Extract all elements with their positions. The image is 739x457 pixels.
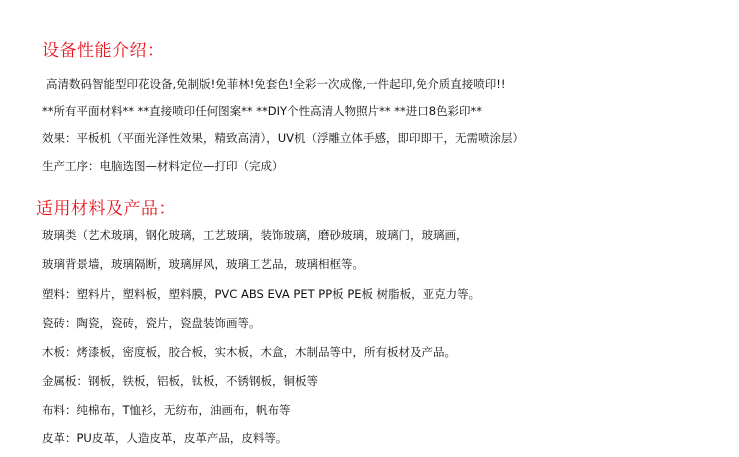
performance-heading: 设备性能介绍：: [42, 41, 165, 61]
materials-line-ceramic: 瓷砖：陶瓷，瓷砖，瓷片，瓷盘装饰画等。: [42, 316, 261, 330]
materials-line-leather: 皮革：PU皮革，人造皮革，皮革产品，皮料等。: [42, 431, 288, 445]
materials-line-fabric: 布料：纯棉布，T恤衫，无纺布，油画布，帆布等: [42, 403, 291, 417]
materials-line-glass-continued: 玻璃背景墙，玻璃隔断，玻璃屏风，玻璃工艺品，玻璃相框等。: [42, 257, 364, 271]
materials-line-glass: 玻璃类（艺术玻璃，钢化玻璃，工艺玻璃，装饰玻璃，磨砂玻璃，玻璃门，玻璃画，: [42, 228, 468, 242]
materials-heading: 适用材料及产品：: [36, 199, 176, 219]
materials-line-metal: 金属板：钢板，铁板，铝板，钛板，不锈钢板，铜板等: [42, 374, 318, 388]
materials-line-wood: 木板：烤漆板，密度板，胶合板，实木板，木盒，木制品等中，所有板材及产品。: [42, 345, 456, 359]
performance-line-effects: 效果：平板机（平面光泽性效果，精致高清），UV机（浮雕立体手感，即印即干，无需喷涂层）: [42, 131, 525, 145]
materials-line-plastic: 塑料：塑料片，塑料板，塑料膜，PVC ABS EVA PET PP板 PE板 树脂板，亚克力等。: [42, 287, 481, 301]
performance-line-process: 生产工序：电脑选图—材料定位—打印（完成）: [42, 159, 284, 173]
performance-line-printing: 高清数码智能型印花设备,免制版!免菲林!免套色!全彩一次成像,一件起印,免介质直接喷印!!: [46, 77, 506, 91]
performance-line-highlights: **所有平面材料** **直接喷印任何图案** **DIY个性高清人物照片** **进口8色彩印**: [42, 104, 483, 118]
